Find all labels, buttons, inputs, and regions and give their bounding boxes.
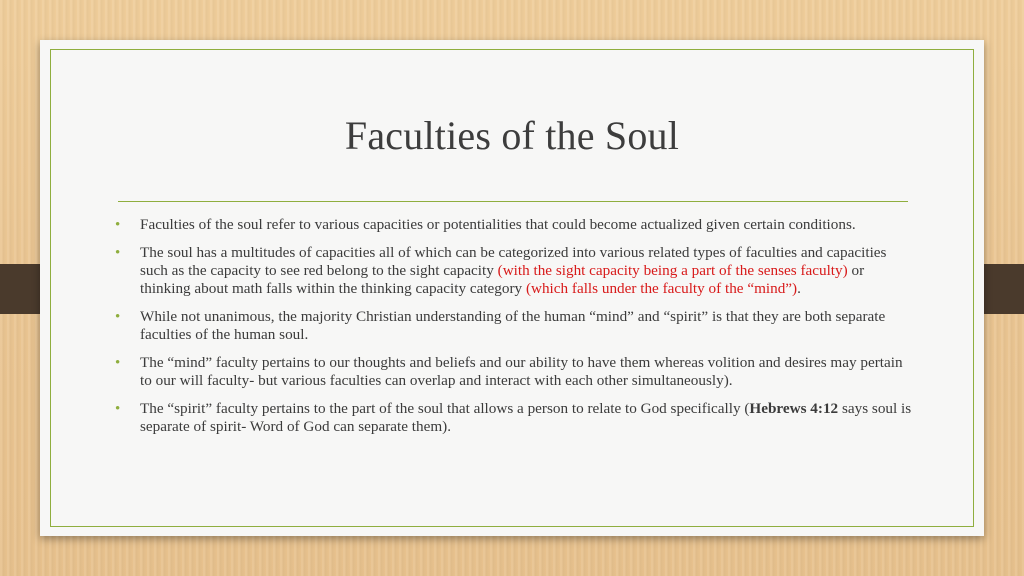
slide	[40, 40, 984, 536]
bullet-icon: •	[115, 401, 121, 417]
bullet-icon: •	[115, 355, 121, 371]
scripture-reference: Hebrews 4:12	[749, 400, 839, 417]
bullet-icon: •	[115, 217, 121, 233]
bullet-text: .	[797, 280, 801, 297]
bullet-text: While not unanimous, the majority Christian understanding of the human “mind” and “spirit” is that they are both separate faculties of the human soul.	[140, 308, 886, 343]
slide-title: Faculties of the Soul	[344, 113, 680, 158]
bullet-icon: •	[115, 309, 121, 325]
bullet-item-4	[112, 354, 912, 390]
bullet-item-2	[112, 244, 912, 298]
highlighted-text: (with the sight capacity being a part of the senses faculty)	[497, 262, 848, 279]
bullet-text: says soul is separate of spirit- Word of God can separate them).	[140, 400, 912, 435]
bullet-text: The “spirit” faculty pertains to the part of the soul that allows a person to relate to God specifically (	[140, 400, 750, 417]
title-divider	[118, 201, 908, 202]
bullet-item-1	[112, 216, 912, 234]
bullet-text: Faculties of the soul refer to various capacities or potentialities that could become actualized given certain conditions.	[140, 216, 856, 233]
highlighted-text: (which falls under the faculty of the “mind”)	[525, 280, 798, 297]
bullet-text: or thinking about math falls within the thinking capacity category	[140, 262, 865, 297]
bullet-text: The soul has a multitudes of capacities all of which can be categorized into various related types of faculties and capacities such as the capacity to see red belong to the sight capacity	[140, 244, 887, 279]
bullet-text: The “mind” faculty pertains to our thoughts and beliefs and our ability to have them whereas volition and desires may pertain to our will faculty- but various faculties can overlap and interact with each other simultaneously).	[140, 354, 903, 389]
bullet-item-3	[112, 308, 912, 344]
bullet-item-5	[112, 400, 912, 436]
bullet-icon: •	[115, 245, 121, 261]
bullet-list	[112, 216, 912, 446]
